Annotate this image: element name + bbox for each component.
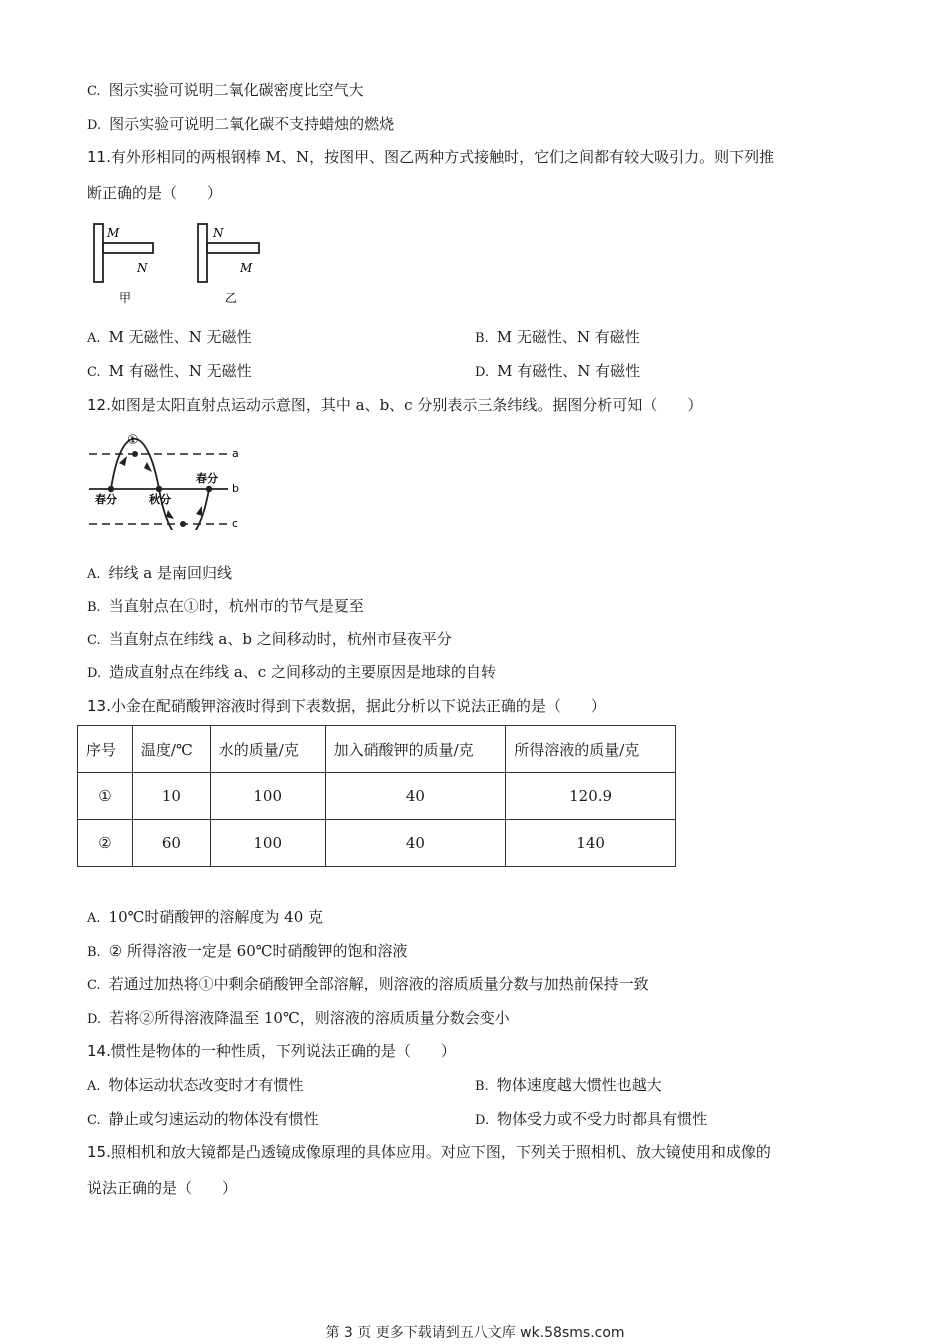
arrow-icon [196, 506, 202, 516]
table-row [78, 773, 676, 820]
point-chunfen-left [108, 486, 114, 492]
question-text: 惯性是物体的一种性质，下列说法正确的是（ ） [110, 1042, 456, 1060]
sun-direct-point-figure [85, 430, 245, 530]
q14-option-d [475, 1109, 707, 1131]
sun-path-curve [111, 439, 209, 530]
header-cell: 加入硝酸钾的质量/克 [325, 726, 506, 773]
option-letter: D. [87, 1012, 102, 1027]
table-row [78, 820, 676, 867]
table-cell: 10 [132, 773, 210, 820]
option-letter: C. [87, 365, 101, 380]
q12-option-d [87, 662, 496, 684]
arrow-icon [119, 456, 127, 466]
option-text: 图示实验可说明二氧化碳不支持蜡烛的燃烧 [109, 115, 395, 133]
option-letter: C. [87, 633, 101, 648]
point-qiufen [156, 486, 162, 492]
q11-stem [87, 147, 774, 167]
q15-stem [87, 1142, 771, 1162]
q11-option-b [475, 327, 640, 349]
question-number: 13. [87, 697, 111, 715]
rod-vertical-jia [94, 224, 103, 282]
q11-option-c [87, 361, 252, 383]
option-letter: B. [87, 945, 101, 960]
q10-option-d [87, 114, 394, 136]
option-text: 物体运动状态改变时才有惯性 [108, 1076, 304, 1094]
header-cell: 序号 [78, 726, 133, 773]
caption-jia: 甲 [119, 291, 132, 305]
label-m-yi: M [240, 261, 253, 275]
option-letter: C. [87, 1113, 101, 1128]
q12-stem [87, 395, 702, 415]
q13-option-a [87, 907, 323, 929]
option-letter: A. [87, 1079, 101, 1094]
arrow-icon [144, 462, 152, 472]
q14-option-c [87, 1109, 319, 1131]
rod-vertical-yi [198, 224, 207, 282]
label-chunfen-left: 春分 [95, 493, 117, 506]
option-letter: B. [87, 600, 101, 615]
q10-option-c [87, 80, 364, 102]
header-cell: 水的质量/克 [210, 726, 325, 773]
point-marker-1 [132, 451, 138, 457]
header-cell: 温度/℃ [132, 726, 210, 773]
option-text: M 无磁性、N 有磁性 [496, 328, 640, 346]
option-letter: D. [87, 666, 102, 681]
q12-option-a [87, 563, 232, 585]
q12-option-c [87, 629, 452, 651]
option-letter: A. [87, 567, 101, 582]
table-cell: 100 [210, 820, 325, 867]
data-table [77, 725, 676, 867]
q14-stem [87, 1041, 456, 1061]
option-letter: A. [87, 911, 101, 926]
table-cell: 120.9 [506, 773, 676, 820]
option-text: M 有磁性、N 有磁性 [497, 362, 641, 380]
question-text: 如图是太阳直射点运动示意图，其中 a、b、c 分别表示三条纬线。据图分析可知（ ） [110, 396, 703, 414]
option-text: 若将②所得溶液降温至 10℃，则溶液的溶质质量分数会变小 [109, 1009, 510, 1027]
option-letter: B. [475, 331, 489, 346]
option-text: 若通过加热将①中剩余硝酸钾全部溶解，则溶液的溶质质量分数与加热前保持一致 [108, 975, 649, 993]
option-text: M 有磁性、N 无磁性 [108, 362, 252, 380]
table-cell: 100 [210, 773, 325, 820]
option-letter: C. [87, 84, 101, 99]
label-chunfen-right: 春分 [196, 472, 218, 485]
q15-stem-cont [87, 1178, 237, 1198]
rod-horizontal-jia [103, 243, 153, 253]
question-number: 14. [87, 1042, 111, 1060]
question-text: 说法正确的是（ ） [87, 1179, 238, 1197]
option-letter: D. [475, 365, 490, 380]
q13-option-b [87, 941, 408, 963]
q13-option-d [87, 1008, 510, 1030]
header-cell: 所得溶液的质量/克 [506, 726, 676, 773]
option-text: 当直射点在①时，杭州市的节气是夏至 [108, 597, 364, 615]
question-text: 断正确的是（ ） [87, 184, 223, 202]
question-number: 15. [87, 1143, 111, 1161]
question-text: 照相机和放大镜都是凸透镜成像原理的具体应用。对应下图，下列关于照相机、放大镜使用和成像的 [110, 1143, 771, 1161]
option-text: 物体受力或不受力时都具有惯性 [497, 1110, 708, 1128]
label-n-yi: N [213, 226, 224, 240]
option-text: 图示实验可说明二氧化碳密度比空气大 [108, 81, 364, 99]
label-n-jia: N [137, 261, 148, 275]
option-letter: A. [87, 331, 101, 346]
q14-option-a [87, 1075, 304, 1097]
table-cell: 40 [325, 820, 506, 867]
question-text: 小金在配硝酸钾溶液时得到下表数据，据此分析以下说法正确的是（ ） [110, 697, 606, 715]
option-text: 纬线 a 是南回归线 [108, 564, 233, 582]
label-b: b [232, 482, 239, 495]
label-m-jia: M [107, 226, 120, 240]
table-cell: 40 [325, 773, 506, 820]
option-letter: C. [87, 978, 101, 993]
table-cell: ② [78, 820, 133, 867]
q14-option-b [475, 1075, 662, 1097]
label-qiufen: 秋分 [149, 493, 171, 506]
caption-yi: 乙 [225, 291, 238, 305]
question-text: 有外形相同的两根钢棒 M、N，按图甲、图乙两种方式接触时，它们之间都有较大吸引力。则下列推 [110, 148, 775, 166]
q12-option-b [87, 596, 364, 618]
option-text: 当直射点在纬线 a、b 之间移动时，杭州市昼夜平分 [108, 630, 452, 648]
option-letter: B. [475, 1079, 489, 1094]
question-number: 12. [87, 396, 111, 414]
option-text: 10℃时硝酸钾的溶解度为 40 克 [108, 908, 324, 926]
q13-stem [87, 696, 606, 716]
q11-option-a [87, 327, 252, 349]
option-text: 造成直射点在纬线 a、c 之间移动的主要原因是地球的自转 [109, 663, 496, 681]
table-cell: 60 [132, 820, 210, 867]
point-chunfen-right [206, 486, 212, 492]
page-footer: 第 3 页 更多下载请到五八文库 wk.58sms.com [325, 1325, 625, 1341]
option-text: 物体速度越大惯性也越大 [496, 1076, 662, 1094]
table-cell: ① [78, 773, 133, 820]
option-letter: D. [475, 1113, 490, 1128]
point-bottom [180, 521, 186, 527]
q11-stem-cont [87, 183, 222, 203]
option-text: M 无磁性、N 无磁性 [108, 328, 252, 346]
q13-option-c [87, 974, 649, 996]
question-number: 11. [87, 148, 111, 166]
q11-option-d [475, 361, 640, 383]
option-text: ② 所得溶液一定是 60℃时硝酸钾的饱和溶液 [108, 942, 408, 960]
label-a: a [232, 447, 239, 460]
table-cell: 140 [506, 820, 676, 867]
marker-1-label: ① [127, 433, 139, 448]
option-text: 静止或匀速运动的物体没有惯性 [108, 1110, 319, 1128]
option-letter: D. [87, 118, 102, 133]
rod-horizontal-yi [207, 243, 259, 253]
magnet-rods-figure [88, 222, 268, 310]
table-header-row [78, 726, 676, 773]
label-c: c [232, 517, 239, 530]
